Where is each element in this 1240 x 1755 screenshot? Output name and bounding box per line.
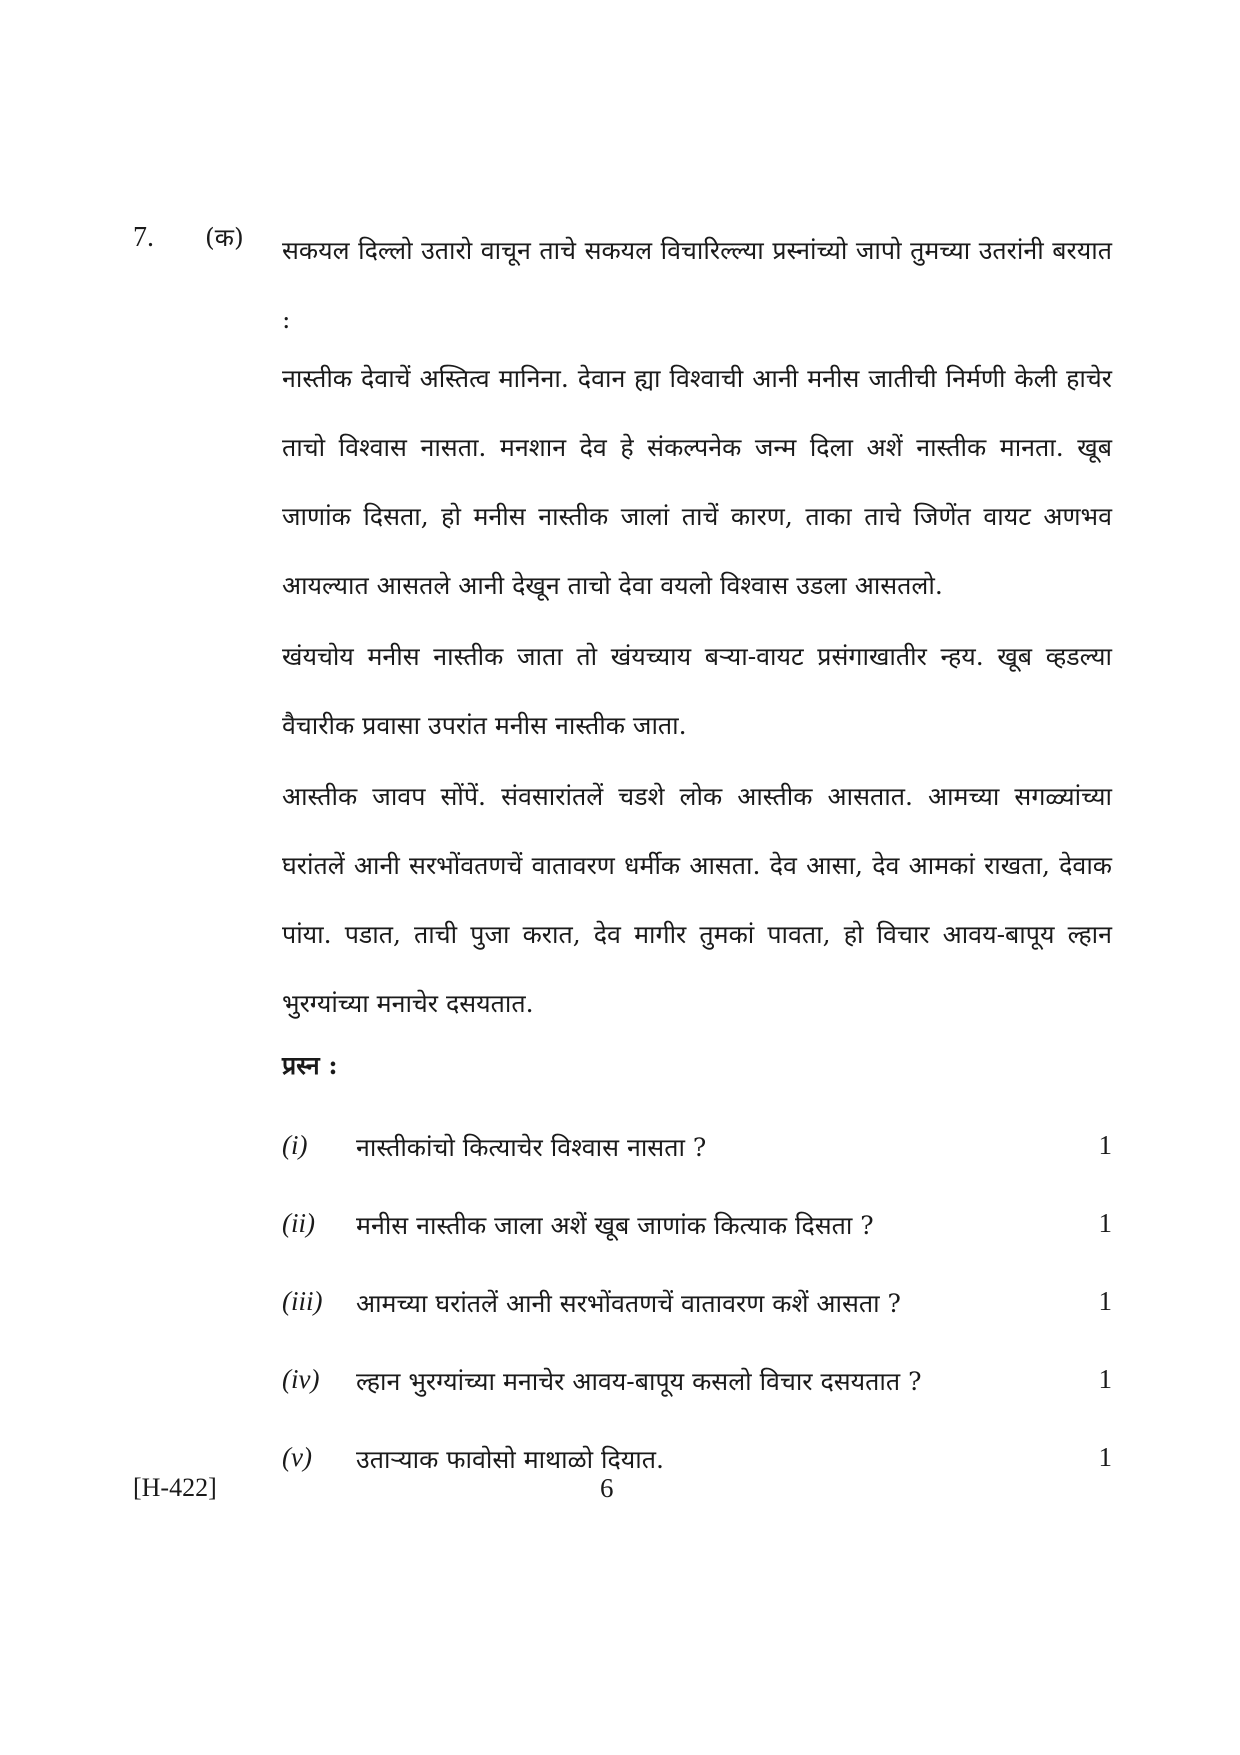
question-text: उताऱ्याक फावोसो माथाळो दियात. [356, 1445, 664, 1474]
question-item [282, 1274, 1112, 1352]
passage-paragraph-3: आस्तीक जावप सोंपें. संवसारांतलें चडशे लोक आस्तीक आसतात. आमच्या सगळ्यांच्या घरांतलें आनी सरभोंवतणचें वातावरण धर्मीक आसता. देव आसा, देव आमकां राखता, देवाक पांया. पडात, ताची पुजा करात, देव मागीर तुमकां पावता, हो विचार आवय-बापूय ल्हान भुरग्यांच्या मनाचेर दसयतात. [282, 782, 1112, 1018]
question-marks: 1 [1098, 1130, 1112, 1160]
question-text: आमच्या घरांतलें आनी सरभोंवतणचें वातावरण कशें आसता ? [356, 1289, 901, 1318]
question-marks: 1 [1098, 1442, 1112, 1472]
question-item [282, 1196, 1112, 1274]
passage-paragraph-1: नास्तीक देवाचें अस्तित्व मानिना. देवान ह्या विश्वाची आनी मनीस जातीची निर्मणी केली हाचेर ताचो विश्वास नासता. मनशान देव हे संकल्पनेक जन्म दिला अशें नास्तीक मानता. खूब जाणांक दिसता, हो मनीस नास्तीक जालां ताचें कारण, ताका ताचे जिणेंत वायट अणभव आयल्यात आसतले आनी देखून ताचो देवा वयलो विश्वास उडला आसतलो. [282, 364, 1112, 600]
question-list [282, 1118, 1112, 1508]
passage-paragraph-2: खंयचोय मनीस नास्तीक जाता तो खंयच्याय बऱ्या-वायट प्रसंगाखातीर न्हय. खूब व्हडल्या वैचारीक प्रवासा उपरांत मनीस नास्तीक जाता. [282, 642, 1112, 740]
questions-heading: प्रस्न : [282, 1051, 338, 1080]
question-roman-numeral: (iv) [282, 1364, 320, 1394]
question-roman-numeral: (iii) [282, 1286, 323, 1316]
question-marks: 1 [1098, 1364, 1112, 1394]
question-item [282, 1430, 1112, 1508]
question-item [282, 1352, 1112, 1430]
question-text: ल्हान भुरग्यांच्या मनाचेर आवय-बापूय कसलो विचार दसयतात ? [356, 1367, 922, 1396]
question-marks: 1 [1098, 1286, 1112, 1316]
page-number: 6 [600, 1473, 614, 1503]
question-marks: 1 [1098, 1208, 1112, 1238]
question-roman-numeral: (v) [282, 1442, 312, 1472]
question-roman-numeral: (ii) [282, 1208, 315, 1238]
question-part-label: (क) [205, 223, 244, 252]
question-number: 7. [133, 222, 154, 253]
question-roman-numeral: (i) [282, 1130, 308, 1160]
question-item [282, 1118, 1112, 1196]
paper-code: [H-422] [133, 1473, 217, 1502]
question-instruction: सकयल दिल्लो उतारो वाचून ताचे सकयल विचारिल्ल्या प्रस्नांच्यो जापो तुमच्या उतरांनी बरयात : [282, 236, 1112, 334]
question-text: नास्तीकांचो कित्याचेर विश्वास नासता ? [356, 1133, 707, 1162]
question-text: मनीस नास्तीक जाला अशें खूब जाणांक कित्याक दिसता ? [356, 1211, 874, 1240]
